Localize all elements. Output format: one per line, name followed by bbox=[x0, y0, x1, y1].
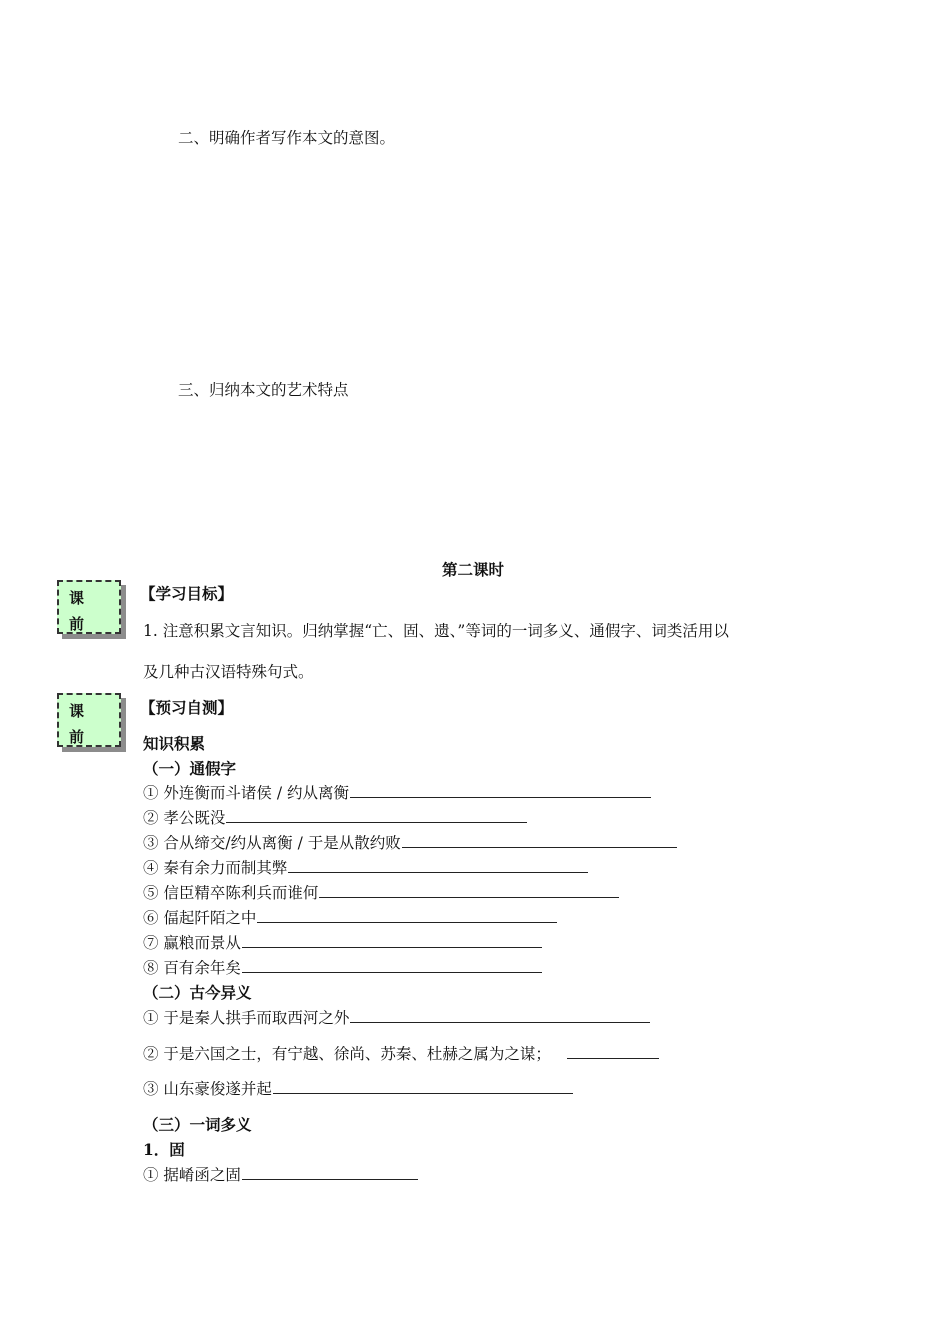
exercise-item bbox=[143, 908, 557, 928]
answer-blank[interactable] bbox=[350, 783, 651, 798]
item-text: ⑥ 偪起阡陌之中 bbox=[143, 909, 257, 927]
badge-char: 课 bbox=[69, 702, 85, 720]
exercise-item bbox=[143, 1044, 659, 1064]
pre-class-badge bbox=[57, 580, 121, 634]
badge-char: 前 bbox=[69, 615, 85, 633]
answer-blank[interactable] bbox=[242, 933, 542, 948]
exercise-item bbox=[143, 1008, 650, 1028]
answer-blank[interactable] bbox=[319, 883, 619, 898]
answer-blank[interactable] bbox=[242, 1165, 418, 1180]
answer-blank[interactable] bbox=[567, 1044, 659, 1059]
preview-test-header: 【预习自测】 bbox=[140, 698, 234, 717]
exercise-item bbox=[143, 1079, 573, 1099]
lesson-title: 第二课时 bbox=[442, 560, 505, 579]
exercise-item bbox=[143, 858, 588, 878]
learning-goals-header: 【学习目标】 bbox=[140, 584, 234, 603]
answer-blank[interactable] bbox=[350, 1008, 650, 1023]
item-text: ② 孝公既没 bbox=[143, 809, 226, 827]
answer-blank[interactable] bbox=[402, 833, 677, 848]
exercise-item bbox=[143, 883, 619, 903]
item-text: ④ 秦有余力而制其弊 bbox=[143, 859, 288, 877]
section-3-heading: 三、归纳本文的艺术特点 bbox=[178, 381, 349, 399]
badge-char: 前 bbox=[69, 728, 85, 746]
exercise-item bbox=[143, 958, 542, 978]
item-text: ⑧ 百有余年矣 bbox=[143, 959, 241, 977]
item-text: ⑦ 赢粮而景从 bbox=[143, 934, 241, 952]
learning-goal-line: 及几种古汉语特殊句式。 bbox=[143, 663, 314, 681]
item-text: ⑤ 信臣精卒陈利兵而谁何 bbox=[143, 884, 319, 902]
item-text: ① 于是秦人拱手而取西河之外 bbox=[143, 1009, 350, 1027]
exercise-item bbox=[143, 783, 651, 803]
section-2-heading: 二、明确作者写作本文的意图。 bbox=[178, 129, 396, 147]
item-text: ② 于是六国之士，有宁越、徐尚、苏秦、杜赫之属为之谋； bbox=[143, 1045, 551, 1063]
item-text: ① 据崤函之固 bbox=[143, 1166, 241, 1184]
tongjia-heading: （一）通假字 bbox=[143, 759, 237, 778]
exercise-item bbox=[143, 933, 542, 953]
learning-goal-line: 1. 注意积累文言知识。归纳掌握“亡、固、遗、”等词的一词多义、通假字、词类活用以 bbox=[143, 622, 729, 640]
answer-blank[interactable] bbox=[288, 858, 588, 873]
exercise-item bbox=[143, 833, 677, 853]
exercise-item bbox=[143, 808, 527, 828]
answer-blank[interactable] bbox=[257, 908, 557, 923]
gujin-heading: （二）古今异义 bbox=[143, 983, 252, 1002]
item-text: ① 外连衡而斗诸侯 / 约从离衡 bbox=[143, 784, 350, 802]
exercise-item bbox=[143, 1165, 418, 1185]
knowledge-heading: 知识积累 bbox=[143, 734, 206, 753]
word-subheading: 1．固 bbox=[143, 1140, 185, 1159]
item-text: ③ 山东豪俊遂并起 bbox=[143, 1080, 272, 1098]
badge-char: 课 bbox=[69, 589, 85, 607]
answer-blank[interactable] bbox=[242, 958, 542, 973]
pre-class-badge bbox=[57, 693, 121, 747]
answer-blank[interactable] bbox=[273, 1079, 573, 1094]
item-text: ③ 合从缔交/约从离衡 / 于是从散约败 bbox=[143, 834, 401, 852]
answer-blank[interactable] bbox=[226, 808, 527, 823]
yici-heading: （三）一词多义 bbox=[143, 1115, 252, 1134]
